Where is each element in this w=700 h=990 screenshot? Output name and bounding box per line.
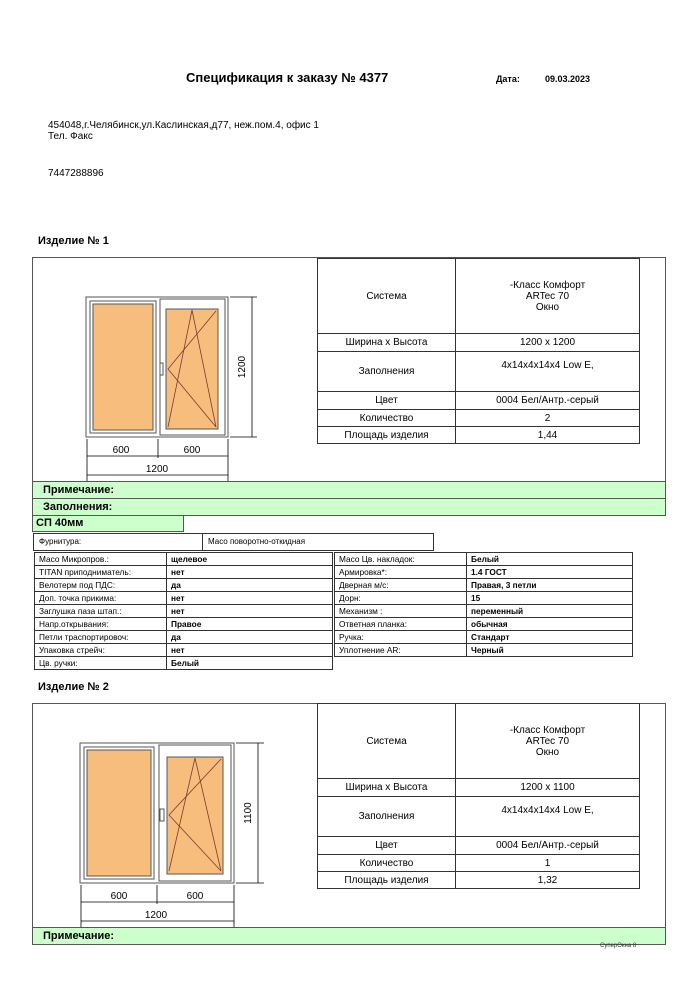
attr-value: Правое [167, 618, 333, 631]
item-2-spec-table [317, 703, 640, 889]
attr-value: 15 [467, 592, 633, 605]
fill-item: СП 40мм [32, 515, 184, 532]
attr-row [335, 579, 633, 592]
attr-value: Белый [467, 553, 633, 566]
attr-label: Ручка: [335, 631, 467, 644]
footer-brand: СуперОкна 8 [600, 943, 637, 949]
attr-value: Черный [467, 644, 633, 657]
attr-value: нет [167, 644, 333, 657]
attr-label: Армировка*: [335, 566, 467, 579]
attr-label: Напр.открывания: [35, 618, 167, 631]
spec-fill-value: 4x14x4x14x4 Low E, [456, 797, 640, 837]
attr-value: нет [167, 566, 333, 579]
spec-fill-value: 4x14x4x14x4 Low E, [456, 352, 640, 392]
attr-label: Петли траспортировоч: [35, 631, 167, 644]
handle-icon [160, 809, 164, 821]
spec-color-label: Цвет [318, 837, 456, 855]
spec-size-label: Ширина x Высота [318, 779, 456, 797]
attr-row [335, 566, 633, 579]
hardware-label: Фурнитура: [34, 534, 203, 550]
spec-qty-value: 2 [456, 410, 640, 427]
window-frame [80, 743, 234, 883]
attr-label: Дорн: [335, 592, 467, 605]
company-address: 454048,г.Челябинск,ул.Каслинская,д77, неж.пом.4, офис 1 [48, 120, 319, 131]
attr-value: да [167, 579, 333, 592]
attr-row [335, 644, 633, 657]
spec-area-label: Площадь изделия [318, 872, 456, 889]
attr-row [335, 592, 633, 605]
attr-value: Белый [167, 657, 333, 670]
spec-size-value: 1200 x 1100 [456, 779, 640, 797]
spec-qty-label: Количество [318, 410, 456, 427]
attr-label: Велотерм под ПДС: [35, 579, 167, 592]
attr-label: Механизм : [335, 605, 467, 618]
spec-system-value: -Класс Комфорт ARTec 70 Окно [456, 259, 640, 334]
attr-label: Ответная планка: [335, 618, 467, 631]
attr-label: TITAN приподниматель: [35, 566, 167, 579]
attr-value: переменный [467, 605, 633, 618]
attr-label: Упаковка стрейч: [35, 644, 167, 657]
attr-value: Правая, 3 петли [467, 579, 633, 592]
item-1-spec-table [317, 258, 640, 444]
dim-height: 1100 [243, 802, 254, 824]
dim-width-left: 600 [110, 891, 128, 902]
attr-row [35, 631, 333, 644]
attr-row [335, 631, 633, 644]
spec-area-value: 1,44 [456, 427, 640, 444]
tel-fax: Тел. Факс [48, 131, 93, 142]
attr-label: Уплотнение AR: [335, 644, 467, 657]
dim-height: 1200 [237, 355, 248, 379]
spec-area-value: 1,32 [456, 872, 640, 889]
attr-row [335, 618, 633, 631]
attr-value: обычная [467, 618, 633, 631]
attr-value: Стандарт [467, 631, 633, 644]
dim-width-left: 600 [112, 445, 130, 456]
attr-value: 1.4 ГОСТ [467, 566, 633, 579]
attr-row [35, 592, 333, 605]
glass-pane-right [166, 309, 218, 429]
item-2-drawing [32, 703, 316, 928]
spec-area-label: Площадь изделия [318, 427, 456, 444]
spec-color-label: Цвет [318, 392, 456, 410]
attr-label: Масо Цв. накладок: [335, 553, 467, 566]
page-title: Спецификация к заказу № 4377 [186, 70, 389, 85]
item-1-note: Примечание: [32, 481, 666, 499]
attrs-left-table [34, 552, 333, 670]
spec-qty-value: 1 [456, 855, 640, 872]
attr-value: щелевое [167, 553, 333, 566]
attr-row [335, 605, 633, 618]
attr-row [35, 644, 333, 657]
spec-system-label: Система [318, 704, 456, 779]
spec-color-value: 0004 Бел/Антр.-серый [456, 837, 640, 855]
glass-pane-right [167, 757, 223, 874]
spec-size-value: 1200 x 1200 [456, 334, 640, 352]
attr-label: Заглушка паза штап.: [35, 605, 167, 618]
glass-pane-left [93, 304, 153, 430]
spec-qty-label: Количество [318, 855, 456, 872]
hardware-row [33, 533, 434, 551]
date-label: Дата: [496, 74, 520, 84]
attr-label: Доп. точка прикима: [35, 592, 167, 605]
item-2-note: Примечание: [32, 927, 666, 945]
attr-value: нет [167, 592, 333, 605]
spec-fill-label: Заполнения [318, 352, 456, 392]
window-frame [86, 297, 228, 437]
attr-row [35, 618, 333, 631]
phone-number: 7447288896 [48, 168, 104, 179]
date-value: 09.03.2023 [545, 74, 591, 84]
item-1-drawing [32, 257, 316, 482]
dim-width-right: 600 [186, 891, 204, 902]
spec-system-value: -Класс Комфорт ARTec 70 Окно [456, 704, 640, 779]
attr-label: Дверная м/с: [335, 579, 467, 592]
glass-pane-left [87, 750, 151, 876]
dim-width-total: 1200 [144, 910, 168, 921]
spec-color-value: 0004 Бел/Антр.-серый [456, 392, 640, 410]
spec-size-label: Ширина x Высота [318, 334, 456, 352]
attr-value: да [167, 631, 333, 644]
item-2-title: Изделие № 2 [38, 681, 109, 693]
attr-row [35, 605, 333, 618]
spec-fill-label: Заполнения [318, 797, 456, 837]
item-1-fills: Заполнения: [32, 498, 666, 516]
handle-icon [160, 363, 163, 375]
attr-row [35, 553, 333, 566]
item-1-title: Изделие № 1 [38, 235, 109, 247]
dim-width-right: 600 [183, 445, 201, 456]
attr-row [335, 553, 633, 566]
spec-system-label: Система [318, 259, 456, 334]
attr-label: Цв. ручки: [35, 657, 167, 670]
hardware-value: Масо поворотно-откидная [208, 537, 306, 546]
attrs-right-table [334, 552, 633, 657]
attr-row [35, 657, 333, 670]
dim-width-total: 1200 [145, 464, 169, 475]
attr-row [35, 579, 333, 592]
attr-value: нет [167, 605, 333, 618]
attr-label: Масо Микропров.: [35, 553, 167, 566]
attr-row [35, 566, 333, 579]
